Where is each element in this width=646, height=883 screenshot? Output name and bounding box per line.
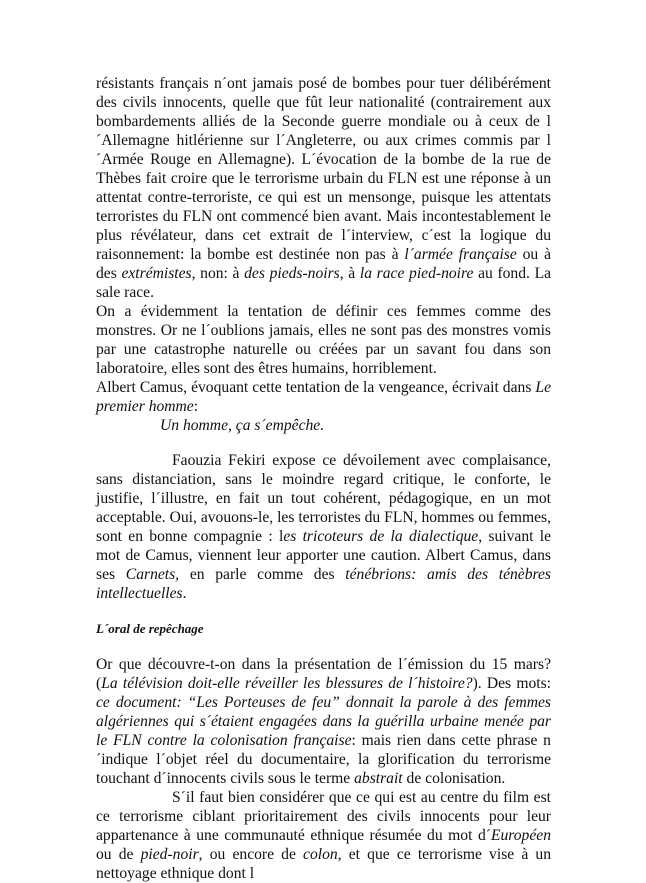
paragraph-monstres: On a évidemment la tentation de définir ces femmes comme des monstres. Or ne l´oublions jamais, elles ne sont pas des monstres vomis par une catastrophe naturelle ou créées par un savant fou dans son laboratoire, elles sont des êtres humains, horriblement. bbox=[96, 303, 551, 377]
text-run: au fond. La sale race. bbox=[96, 265, 552, 301]
italic-run: La télévision doit-elle réveiller les blessures de l´histoire? bbox=[101, 675, 473, 692]
text-run: résistants français n´ont jamais posé de bombes pour tuer délibérément des civils innocents, quelle que fût leur nationalité (contrairement aux bombardements alliés de la Seconde guerre mondiale ou à ceux de l´Allemagne hitlérienne sur l´Angleterre, ou aux crimes commis par l´Armée Rouge en Allemagne). L´évocation de la bombe de la rue de Thèbes fait croire que le terrorisme urbain du FLN est une réponse à un attentat contre-terroriste, ce qui est un mensonge, puisque les attentats terroristes du FLN ont commencé bien avant. Mais incontestablement le plus révélateur, dans cet extrait de l´interview, c´est la logique du raisonnement: la bombe est destinée non pas à bbox=[96, 75, 551, 263]
text-run: S´il faut bien considérer que ce qui est au centre du film est ce terrorisme ciblant prioritairement des civils innocents pour leur appartenance à une communauté ethnique résumée du mot d´ bbox=[96, 789, 551, 844]
text-run: : mais rien dans cette phrase n´indique l´objet réel du documentaire, la glorification du terrorisme touchant d´innocents civils sous le terme bbox=[96, 732, 551, 787]
italic-run: ténébrions: amis des ténèbres intellectuelles bbox=[96, 566, 551, 602]
text-run: . bbox=[182, 585, 187, 602]
italic-run: abstrait bbox=[354, 770, 403, 787]
text-run: de colonisation. bbox=[402, 770, 506, 787]
text-run: ou à des bbox=[96, 246, 552, 282]
italic-run: extrémistes bbox=[121, 265, 192, 282]
italic-run: des pieds-noirs bbox=[244, 265, 340, 282]
spacer bbox=[96, 435, 551, 451]
paragraph-fekiri bbox=[96, 451, 551, 603]
paragraph-resistants bbox=[96, 74, 551, 302]
italic-run: l´armée française bbox=[404, 246, 517, 263]
spacer bbox=[96, 603, 551, 619]
text-run: Or que découvre-t-on dans la présentation de l´émission du 15 mars? ( bbox=[96, 656, 551, 692]
italic-run: la race pied-noire bbox=[359, 265, 474, 282]
italic-run: Le premier homme bbox=[96, 379, 551, 415]
document-page bbox=[96, 74, 551, 883]
paragraph-emission bbox=[96, 655, 551, 788]
italic-run: colon bbox=[303, 846, 338, 863]
italic-run: pied-noir bbox=[140, 846, 199, 863]
text-run: Faouzia Fekiri expose ce dévoilement avec complaisance, sans distanciation, sans le moindre regard critique, le conforte, le justifie, l´illustre, en fait un tout cohérent, pédagogique, en un mot acceptable. Oui, avouons-le, les terroristes du FLN, hommes ou femmes, sont en bonne compagnie : l bbox=[96, 452, 551, 545]
italic-run: Européen bbox=[490, 827, 551, 844]
text-run: , suivant le mot de Camus, viennent leur apporter une caution. Albert Camus, dans ses bbox=[96, 528, 551, 583]
spacer bbox=[96, 638, 551, 655]
text-run: , et que ce terrorisme vise à un nettoyage ethnique dont l bbox=[96, 846, 552, 882]
italic-run: es tricoteurs de la dialectique bbox=[283, 528, 479, 545]
block-quote: Un homme, ça s´empêche. bbox=[160, 417, 325, 434]
text-run: en parle comme des bbox=[179, 566, 346, 583]
text-run: : bbox=[193, 398, 199, 415]
italic-run: ce document: “Les Porteuses de feu” donnait la parole à des femmes algériennes qui s´étaient engagées dans la guérilla urbaine menée par le FLN contre la colonisation française bbox=[96, 694, 551, 749]
italic-run: Carnets, bbox=[125, 566, 180, 583]
text-run: , ou encore de bbox=[198, 846, 304, 863]
section-heading: L´oral de repêchage bbox=[96, 621, 204, 636]
text-run: Albert Camus, évoquant cette tentation de la vengeance, écrivait dans bbox=[96, 379, 536, 396]
text-run: ). Des mots: bbox=[472, 675, 551, 692]
text-run: ou de bbox=[96, 846, 141, 863]
paragraph-camus bbox=[96, 378, 551, 416]
text-run: , non: à bbox=[191, 265, 245, 282]
text-run: , à bbox=[339, 265, 360, 282]
